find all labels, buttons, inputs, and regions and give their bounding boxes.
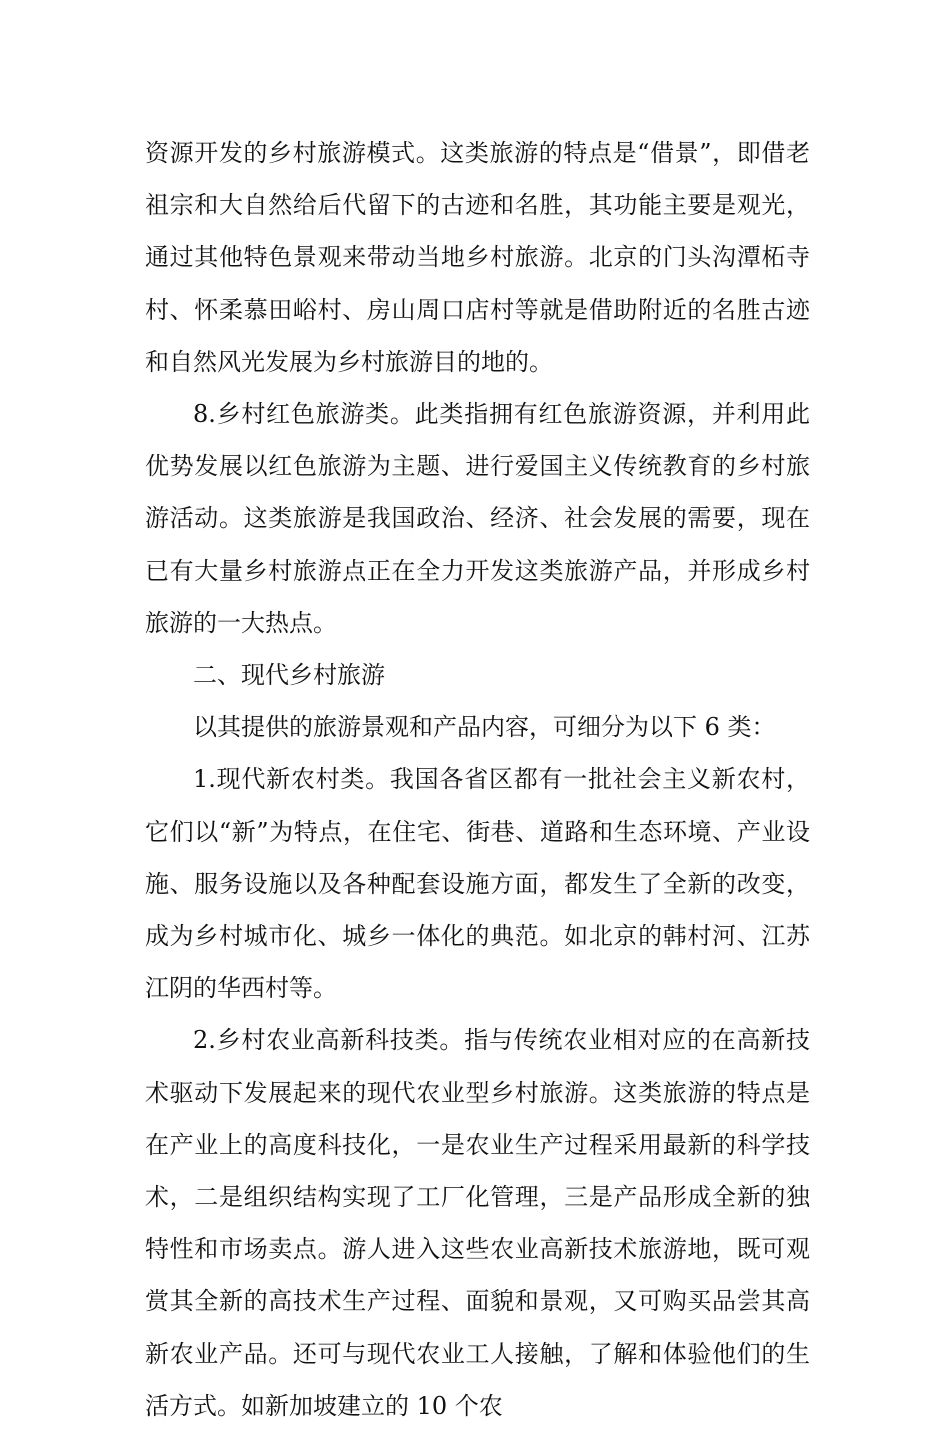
document-body bbox=[145, 127, 810, 1432]
paragraph-red-tourism: 8.乡村红色旅游类。此类指拥有红色旅游资源，并利用此优势发展以红色旅游为主题、进行爱国主义传统教育的乡村旅游活动。这类旅游是我国政治、经济、社会发展的需要，现在已有大量乡村旅游点正在全力开发这类旅游产品，并形成乡村旅游的一大热点。 bbox=[145, 400, 810, 637]
paragraph-modern-new-village: 1.现代新农村类。我国各省区都有一批社会主义新农村，它们以“新”为特点，在住宅、街巷、道路和生态环境、产业设施、服务设施以及各种配套设施方面，都发生了全新的改变，成为乡村城市化、城乡一体化的典范。如北京的韩村河、江苏江阴的华西村等。 bbox=[145, 765, 810, 1003]
paragraph-resource-tourism-continued: 资源开发的乡村旅游模式。这类旅游的特点是“借景”，即借老祖宗和大自然给后代留下的古迹和名胜，其功能主要是观光，通过其他特色景观来带动当地乡村旅游。北京的门头沟潭柘寺村、怀柔慕田峪村、房山周口店村等就是借助附近的名胜古迹和自然风光发展为乡村旅游目的地的。 bbox=[145, 139, 810, 376]
section-heading-modern-rural-tourism: 二、现代乡村旅游 bbox=[193, 661, 385, 690]
paragraph-agri-high-tech: 2.乡村农业高新科技类。指与传统农业相对应的在高新技术驱动下发展起来的现代农业型乡村旅游。这类旅游的特点是在产业上的高度科技化，一是农业生产过程采用最新的科学技术，二是组织结构实现了工厂化管理，三是产品形成全新的独特性和市场卖点。游人进入这些农业高新技术旅游地，既可观赏其全新的高技术生产过程、面貌和景观，又可购买品尝其高新农业产品。还可与现代农业工人接触，了解和体验他们的生活方式。如新加坡建立的 10 个农 bbox=[145, 1026, 810, 1420]
paragraph-six-categories-intro: 以其提供的旅游景观和产品内容，可细分为以下 6 类： bbox=[193, 713, 776, 742]
